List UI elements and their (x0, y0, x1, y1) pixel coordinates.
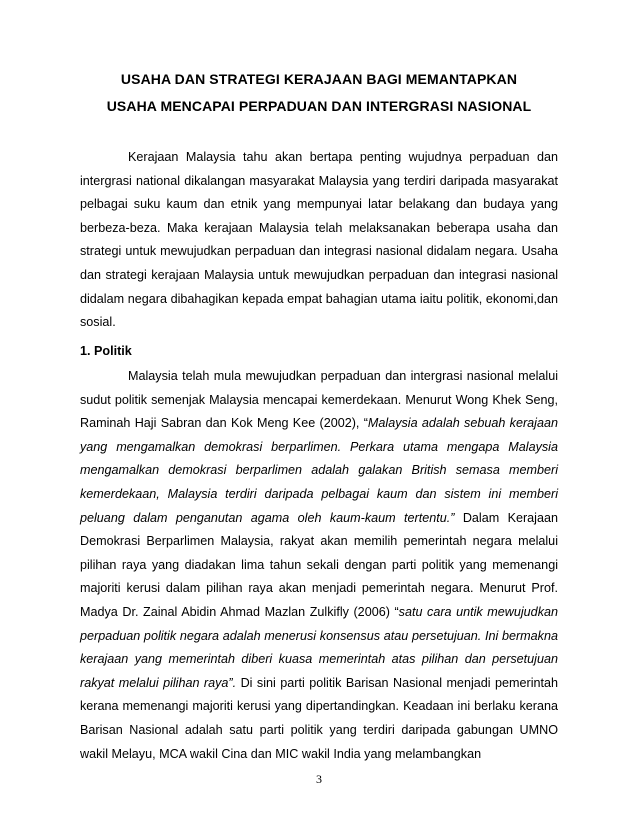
politik-quote-a: Malaysia adalah sebuah kerajaan yang mengamalkan demokrasi berparlimen. Perkara utama mengapa Malaysia mengamalkan demokrasi berparlimen adalah galakan British semasa memberi kemerdekaan, Malaysia terdiri daripada pelbagai kaum dan sistem ini memberi peluang dalam penganutan agama oleh kaum-kaum tertentu.” (80, 416, 558, 525)
document-title (80, 66, 558, 120)
title-line-2: USAHA MENCAPAI PERPADUAN DAN INTERGRASI NASIONAL (106, 98, 532, 114)
intro-paragraph-text: Kerajaan Malaysia tahu akan bertapa penting wujudnya perpaduan dan intergrasi national dikalangan masyarakat Malaysia yang terdiri daripada masyarakat pelbagai suku kaum dan etnik yang mempunyai latar belakang dan budaya yang berbeza-beza. Maka kerajaan Malaysia telah melaksanakan beberapa usaha dan strategi untuk mewujudkan perpaduan dan integrasi nasional didalam negara. Usaha dan strategi kerajaan Malaysia untuk mewujudkan perpaduan dan integrasi nasional didalam negara dibahagikan kepada empat bahagian utama iaitu politik, ekonomi,dan sosial. (80, 150, 558, 330)
politik-text-c: Di sini parti politik Barisan Nasional menjadi pemerintah kerana memenangi majoriti kerusi yang dipertandingkan. Keadaan ini berlaku kerana Barisan Nasional adalah satu parti politik yang terdiri daripada gabungan UMNO wakil Melayu, MCA wakil Cina dan MIC wakil India yang melambangkan (80, 675, 558, 761)
politik-paragraph (80, 365, 558, 766)
page-number: 3 (316, 772, 322, 786)
politik-text-a: Malaysia telah mula mewujudkan perpaduan dan intergrasi nasional melalui sudut politik semenjak Malaysia mencapai kemerdekaan. Menurut Wong Khek Seng, Raminah Haji Sabran dan Kok Meng Kee (2002), “ (80, 369, 558, 431)
title-line-1: USAHA DAN STRATEGI KERAJAAN BAGI MEMANTAPKAN (120, 71, 518, 87)
politik-quote-b: satu cara untik mewujudkan perpaduan politik negara adalah menerusi konsensus atau persetujuan. Ini bermakna kerajaan yang memerintah diberi kuasa memerintah atas pilihan dan persetujuan rakyat melalui pilihan raya”. (80, 604, 558, 690)
politik-text-b: Dalam Kerajaan Demokrasi Berparlimen Malaysia, rakyat akan memilih pemerintah negara melalui pilihan raya yang diadakan lima tahun sekali dengan parti politik yang memenangi majoriti kerusi dalam pilihan raya akan menjadi pemerintah negara. Menurut Prof. Madya Dr. Zainal Abidin Ahmad Mazlan Zulkifly (2006) “ (80, 510, 558, 619)
intro-paragraph (80, 146, 558, 335)
section-heading-politik: 1. Politik (80, 344, 132, 358)
